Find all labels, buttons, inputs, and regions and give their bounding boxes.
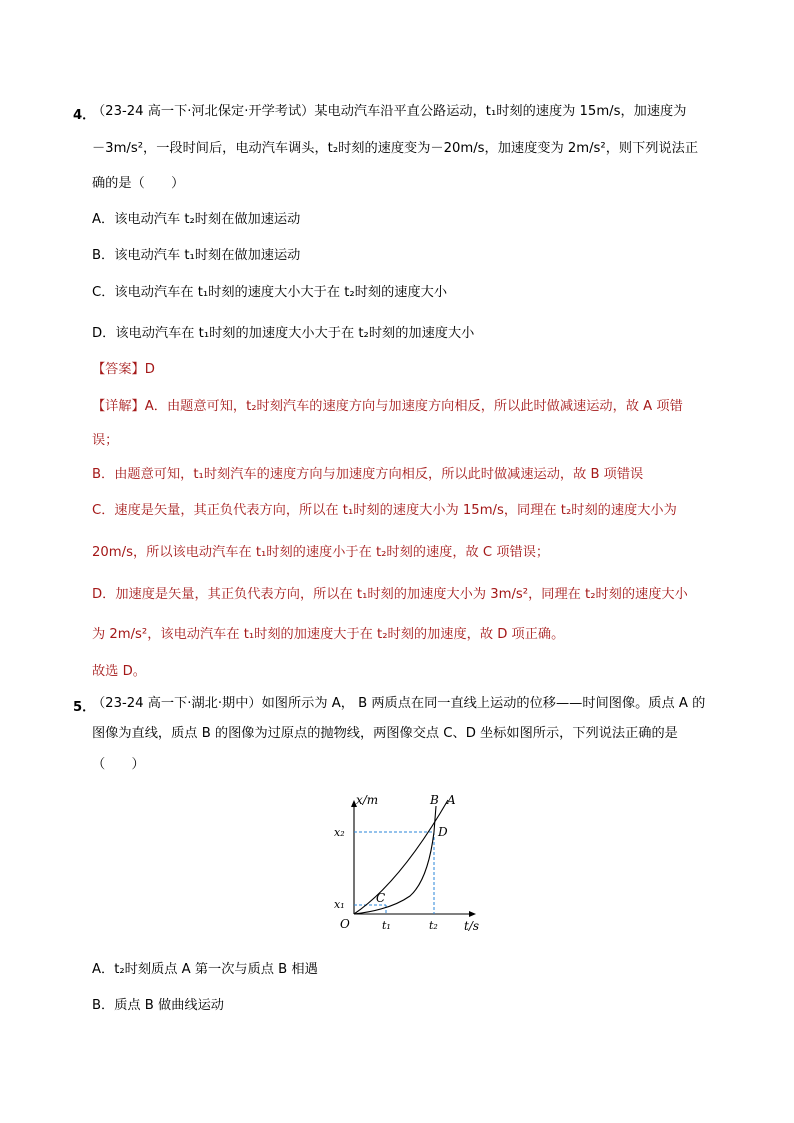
question-4-detail-line4: C．速度是矢量，其正负代表方向，所以在 t₁时刻的速度大小为 15m/s，同理在 t₂时刻的速度大小为 [92,503,677,518]
point-d-label: D [438,825,448,839]
question-4-option-b: B．该电动汽车 t₁时刻在做加速运动 [92,248,301,263]
question-4-number: 4． [73,108,96,123]
question-4-option-d: D．该电动汽车在 t₁时刻的加速度大小大于在 t₂时刻的加速度大小 [92,326,475,341]
question-4-detail-line5: 20m/s，所以该电动汽车在 t₁时刻的速度小于在 t₂时刻的速度，故 C 项错误； [92,545,550,560]
x-axis-label: t/s [464,919,480,933]
question-4-detail-line8: 故选 D。 [92,664,146,679]
point-c-label: C [376,891,386,905]
t1-label: t₁ [382,919,391,932]
question-5-stem-line1: （23-24 高一下·湖北·期中）如图所示为 A， B 两质点在同一直线上运动的位移——时间图像。质点 A 的 [92,696,706,711]
parabola-b [354,806,436,914]
question-4-answer: 【答案】D [92,362,155,377]
question-5-option-a: A．t₂时刻质点 A 第一次与质点 B 相遇 [92,962,318,977]
question-4-detail-line3: B．由题意可知，t₁时刻汽车的速度方向与加速度方向相反，所以此时做减速运动，故 B 项错误 [92,467,644,482]
question-4-option-a: A．该电动汽车 t₂时刻在做加速运动 [92,212,301,227]
question-4-detail-line1: 【详解】A．由题意可知，t₂时刻汽车的速度方向与加速度方向相反，所以此时做减速运动，故 A 项错 [92,399,683,414]
origin-label: O [340,917,350,931]
displacement-time-graph [330,788,490,936]
question-4-detail-line2: 误； [92,433,119,448]
question-4-stem-line2: －3m/s²，一段时间后，电动汽车调头，t₂时刻的速度变为－20m/s，加速度变为 2m/s²，则下列说法正 [92,141,699,156]
question-5-stem-line3: （ ） [92,757,145,772]
y-axis-label: x/m [356,793,379,807]
curve-a-label: A [447,793,456,807]
question-4-stem-line1: （23-24 高一下·河北保定·开学考试）某电动汽车沿平直公路运动，t₁时刻的速度为 15m/s，加速度为 [92,104,687,119]
x-axis-arrow [469,911,476,917]
question-4-detail-line7: 为 2m/s²，该电动汽车在 t₁时刻的加速度大于在 t₂时刻的加速度，故 D 项正确。 [92,627,565,642]
question-4-stem-line3: 确的是（ ） [92,176,185,191]
question-4-detail-line6: D．加速度是矢量，其正负代表方向，所以在 t₁时刻的加速度大小为 3m/s²，同理在 t₂时刻的速度大小 [92,587,688,602]
question-4-option-c: C．该电动汽车在 t₁时刻的速度大小大于在 t₂时刻的速度大小 [92,285,448,300]
question-5-number: 5． [73,700,96,715]
x1-label: x₁ [334,898,345,911]
curve-b-label: B [430,793,439,807]
question-5-stem-line2: 图像为直线，质点 B 的图像为过原点的抛物线，两图像交点 C、D 坐标如图所示，下列说法正确的是 [92,726,678,741]
question-5-option-b: B．质点 B 做曲线运动 [92,998,224,1013]
t2-label: t₂ [429,919,438,932]
x2-label: x₂ [334,826,345,839]
